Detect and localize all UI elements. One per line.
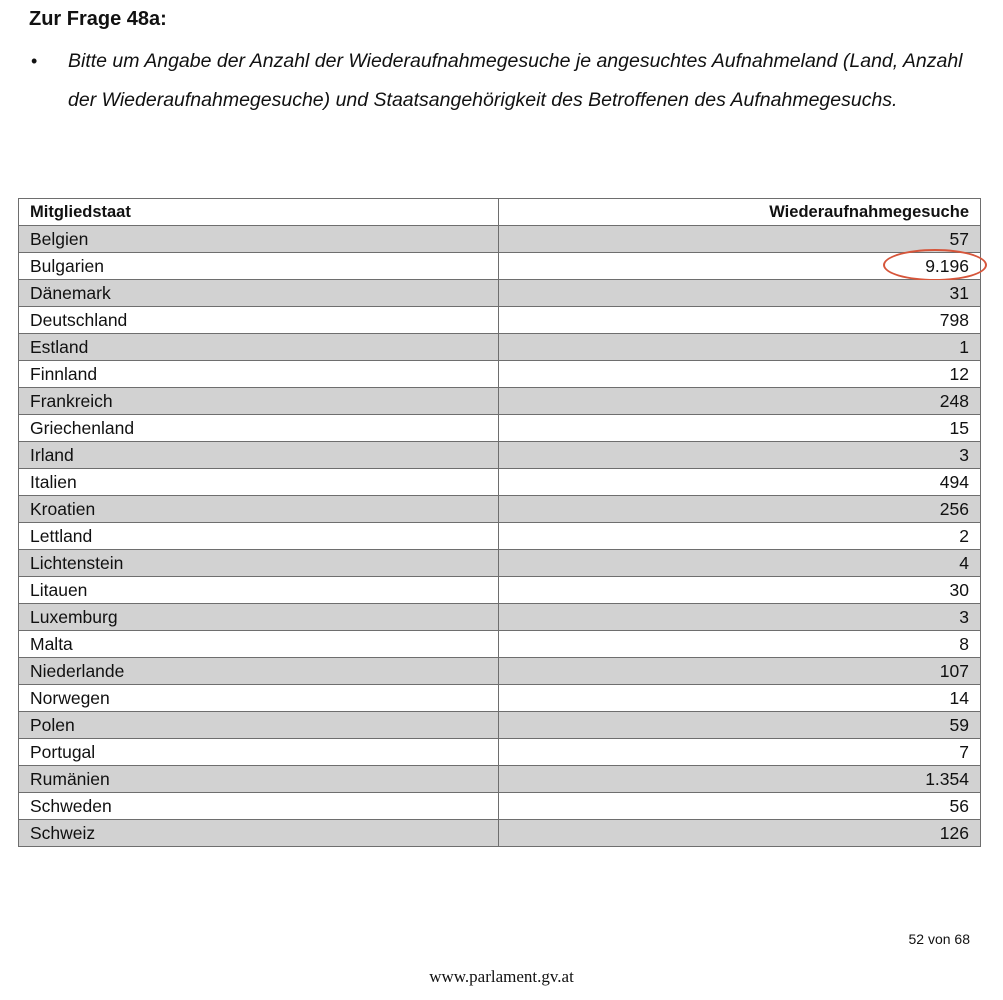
requests-cell bbox=[499, 604, 981, 631]
country-cell: Bulgarien bbox=[19, 253, 499, 280]
requests-value: 30 bbox=[949, 580, 969, 600]
requests-value: 4 bbox=[959, 553, 969, 573]
requests-cell bbox=[499, 361, 981, 388]
requests-cell bbox=[499, 469, 981, 496]
column-header-requests: Wiederaufnahmegesuche bbox=[499, 199, 981, 226]
requests-cell bbox=[499, 226, 981, 253]
table-row bbox=[19, 793, 981, 820]
requests-cell bbox=[499, 766, 981, 793]
country-cell: Dänemark bbox=[19, 280, 499, 307]
table-row bbox=[19, 226, 981, 253]
requests-value: 494 bbox=[939, 472, 969, 492]
country-cell: Frankreich bbox=[19, 388, 499, 415]
requests-cell bbox=[499, 577, 981, 604]
table-row bbox=[19, 442, 981, 469]
requests-value: 59 bbox=[949, 715, 969, 735]
requests-value: 14 bbox=[949, 688, 969, 708]
table-row bbox=[19, 631, 981, 658]
table-row bbox=[19, 334, 981, 361]
requests-cell bbox=[499, 334, 981, 361]
requests-value: 56 bbox=[949, 796, 969, 816]
country-cell: Litauen bbox=[19, 577, 499, 604]
requests-cell bbox=[499, 415, 981, 442]
country-cell: Norwegen bbox=[19, 685, 499, 712]
footer-url[interactable]: www.parlament.gv.at bbox=[429, 967, 574, 986]
question-heading: Zur Frage 48a: bbox=[29, 8, 167, 30]
table-row bbox=[19, 712, 981, 739]
table-row bbox=[19, 388, 981, 415]
requests-cell bbox=[499, 253, 981, 280]
table-row bbox=[19, 577, 981, 604]
country-cell: Luxemburg bbox=[19, 604, 499, 631]
country-cell: Deutschland bbox=[19, 307, 499, 334]
requests-value: 798 bbox=[939, 310, 969, 330]
question-text: Bitte um Angabe der Anzahl der Wiederaufnahmegesuche je angesuchtes Aufnahmeland (Land, Anzahl der Wiederaufnahmegesuche) und Staatsangehörigkeit des Betroffenen des Aufnahmegesuchs. bbox=[68, 50, 963, 111]
readmission-requests-table bbox=[18, 198, 981, 847]
requests-cell bbox=[499, 712, 981, 739]
requests-value: 256 bbox=[939, 499, 969, 519]
requests-value: 2 bbox=[959, 526, 969, 546]
requests-value: 57 bbox=[949, 229, 969, 249]
country-cell: Estland bbox=[19, 334, 499, 361]
requests-cell bbox=[499, 739, 981, 766]
table-row bbox=[19, 253, 981, 280]
table-body bbox=[19, 226, 981, 847]
page-number: 52 von 68 bbox=[908, 931, 970, 947]
requests-value: 7 bbox=[959, 742, 969, 762]
requests-value: 126 bbox=[939, 823, 969, 843]
country-cell: Kroatien bbox=[19, 496, 499, 523]
requests-cell bbox=[499, 388, 981, 415]
requests-cell bbox=[499, 658, 981, 685]
requests-cell bbox=[499, 631, 981, 658]
requests-value: 248 bbox=[939, 391, 969, 411]
table-row bbox=[19, 523, 981, 550]
country-cell: Rumänien bbox=[19, 766, 499, 793]
table-row bbox=[19, 820, 981, 847]
table-row bbox=[19, 685, 981, 712]
requests-value: 3 bbox=[959, 607, 969, 627]
requests-cell bbox=[499, 496, 981, 523]
requests-value: 107 bbox=[939, 661, 969, 681]
requests-value: 8 bbox=[959, 634, 969, 654]
country-cell: Finnland bbox=[19, 361, 499, 388]
table-row bbox=[19, 415, 981, 442]
table-row bbox=[19, 550, 981, 577]
country-cell: Schweden bbox=[19, 793, 499, 820]
requests-value: 1 bbox=[959, 337, 969, 357]
requests-cell bbox=[499, 307, 981, 334]
requests-value: 3 bbox=[959, 445, 969, 465]
requests-cell bbox=[499, 685, 981, 712]
table-row bbox=[19, 604, 981, 631]
requests-cell bbox=[499, 820, 981, 847]
country-cell: Griechenland bbox=[19, 415, 499, 442]
table-row bbox=[19, 739, 981, 766]
country-cell: Portugal bbox=[19, 739, 499, 766]
requests-value: 12 bbox=[949, 364, 969, 384]
table-header-row bbox=[19, 199, 981, 226]
requests-value: 31 bbox=[949, 283, 969, 303]
requests-cell bbox=[499, 442, 981, 469]
table-row bbox=[19, 307, 981, 334]
country-cell: Schweiz bbox=[19, 820, 499, 847]
country-cell: Malta bbox=[19, 631, 499, 658]
requests-cell bbox=[499, 523, 981, 550]
requests-cell bbox=[499, 793, 981, 820]
country-cell: Belgien bbox=[19, 226, 499, 253]
requests-value: 1.354 bbox=[925, 769, 969, 789]
requests-value: 9.196 bbox=[925, 256, 969, 276]
requests-cell bbox=[499, 550, 981, 577]
table-row bbox=[19, 361, 981, 388]
requests-cell bbox=[499, 280, 981, 307]
table-row bbox=[19, 496, 981, 523]
column-header-member-state: Mitgliedstaat bbox=[19, 199, 499, 226]
table-row bbox=[19, 658, 981, 685]
table-row bbox=[19, 469, 981, 496]
bullet-mark: • bbox=[31, 51, 38, 71]
table-row bbox=[19, 280, 981, 307]
country-cell: Lettland bbox=[19, 523, 499, 550]
table-row bbox=[19, 766, 981, 793]
country-cell: Polen bbox=[19, 712, 499, 739]
country-cell: Irland bbox=[19, 442, 499, 469]
country-cell: Niederlande bbox=[19, 658, 499, 685]
country-cell: Lichtenstein bbox=[19, 550, 499, 577]
requests-value: 15 bbox=[949, 418, 969, 438]
country-cell: Italien bbox=[19, 469, 499, 496]
